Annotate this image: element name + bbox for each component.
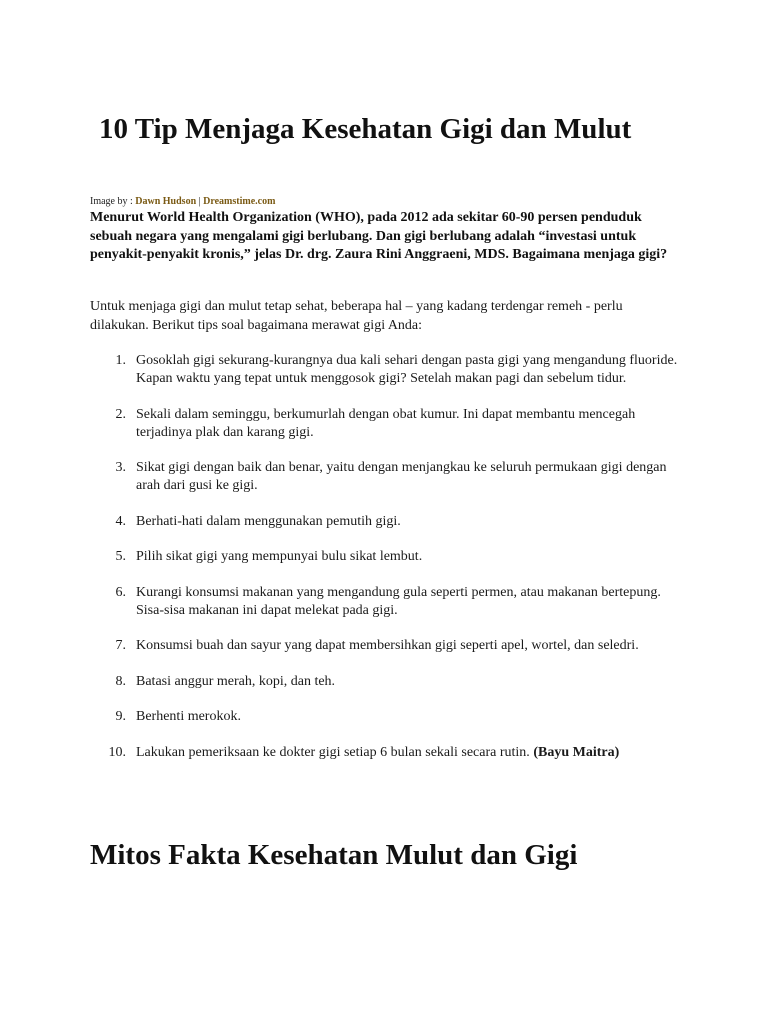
list-item-number: 8. <box>115 673 126 689</box>
image-credit <box>90 196 275 208</box>
list-item-number: 2. <box>115 406 126 422</box>
list-item-text: Lakukan pemeriksaan ke dokter gigi setiap 6 bulan sekali secara rutin. <box>136 744 534 760</box>
tips-list <box>90 352 690 779</box>
list-item <box>90 708 690 726</box>
list-item <box>90 584 690 620</box>
list-item <box>90 744 690 762</box>
credit-separator: | <box>196 196 204 207</box>
list-item-text: Pilih sikat gigi yang mempunyai bulu sikat lembut. <box>136 549 423 564</box>
list-item <box>90 406 690 442</box>
list-item <box>90 459 690 495</box>
list-item-number: 9. <box>115 709 126 724</box>
list-item <box>90 637 690 655</box>
list-item-text: Sikat gigi dengan baik dan benar, yaitu dengan menjangkau ke seluruh permukaan gigi dengan arah dari gusi ke gigi. <box>136 460 667 493</box>
list-item-text: Berhenti merokok. <box>136 709 241 724</box>
list-item-number: 6. <box>115 584 126 600</box>
list-item-text: Gosoklah gigi sekurang-kurangnya dua kali sehari dengan pasta gigi yang mengandung fluoride. Kapan waktu yang tepat untuk menggosok gigi? Setelah makan pagi dan sebelum tidur. <box>136 353 678 386</box>
list-item <box>90 352 690 388</box>
list-item-text: Konsumsi buah dan sayur yang dapat membersihkan gigi seperti apel, wortel, dan seledri. <box>136 638 639 653</box>
list-item-number: 4. <box>115 513 126 529</box>
list-item-text: Batasi anggur merah, kopi, dan teh. <box>136 673 336 689</box>
credit-source-link[interactable]: Dreamstime.com <box>203 196 276 207</box>
list-item-text: Sekali dalam seminggu, berkumurlah dengan obat kumur. Ini dapat membantu mencegah terjadinya plak dan karang gigi. <box>136 406 636 440</box>
next-section-title: Mitos Fakta Kesehatan Mulut dan Gigi <box>90 839 578 871</box>
list-item-number: 7. <box>115 638 126 653</box>
credit-prefix: Image by : <box>90 196 136 207</box>
list-item-number: 1. <box>115 353 126 368</box>
list-item-number: 5. <box>115 549 126 564</box>
list-item-text: Kurangi konsumsi makanan yang mengandung gula seperti permen, atau makanan bertepung. Sisa-sisa makanan ini dapat melekat pada gigi. <box>136 584 661 618</box>
article-title: 10 Tip Menjaga Kesehatan Gigi dan Mulut <box>99 113 632 145</box>
list-item <box>90 548 690 566</box>
lead-paragraph: Menurut World Health Organization (WHO), pada 2012 ada sekitar 60-90 persen penduduk sebuah negara yang mengalami gigi berlubang. Dan gigi berlubang adalah “investasi untuk penyakit-penyakit kronis,” jelas Dr. drg. Zaura Rini Anggraeni, MDS. Bagaimana menjaga gigi? <box>90 210 668 262</box>
list-item <box>90 673 690 691</box>
tip-author: (Bayu Maitra) <box>533 744 620 760</box>
list-item <box>90 513 690 531</box>
list-item-number: 10. <box>108 744 126 760</box>
credit-author-link[interactable]: Dawn Hudson <box>135 196 197 207</box>
intro-paragraph: Untuk menjaga gigi dan mulut tetap sehat, beberapa hal – yang kadang terdengar remeh - perlu dilakukan. Berikut tips soal bagaimana merawat gigi Anda: <box>90 299 623 333</box>
list-item-text: Berhati-hati dalam menggunakan pemutih gigi. <box>136 513 401 529</box>
list-item-number: 3. <box>115 460 126 475</box>
